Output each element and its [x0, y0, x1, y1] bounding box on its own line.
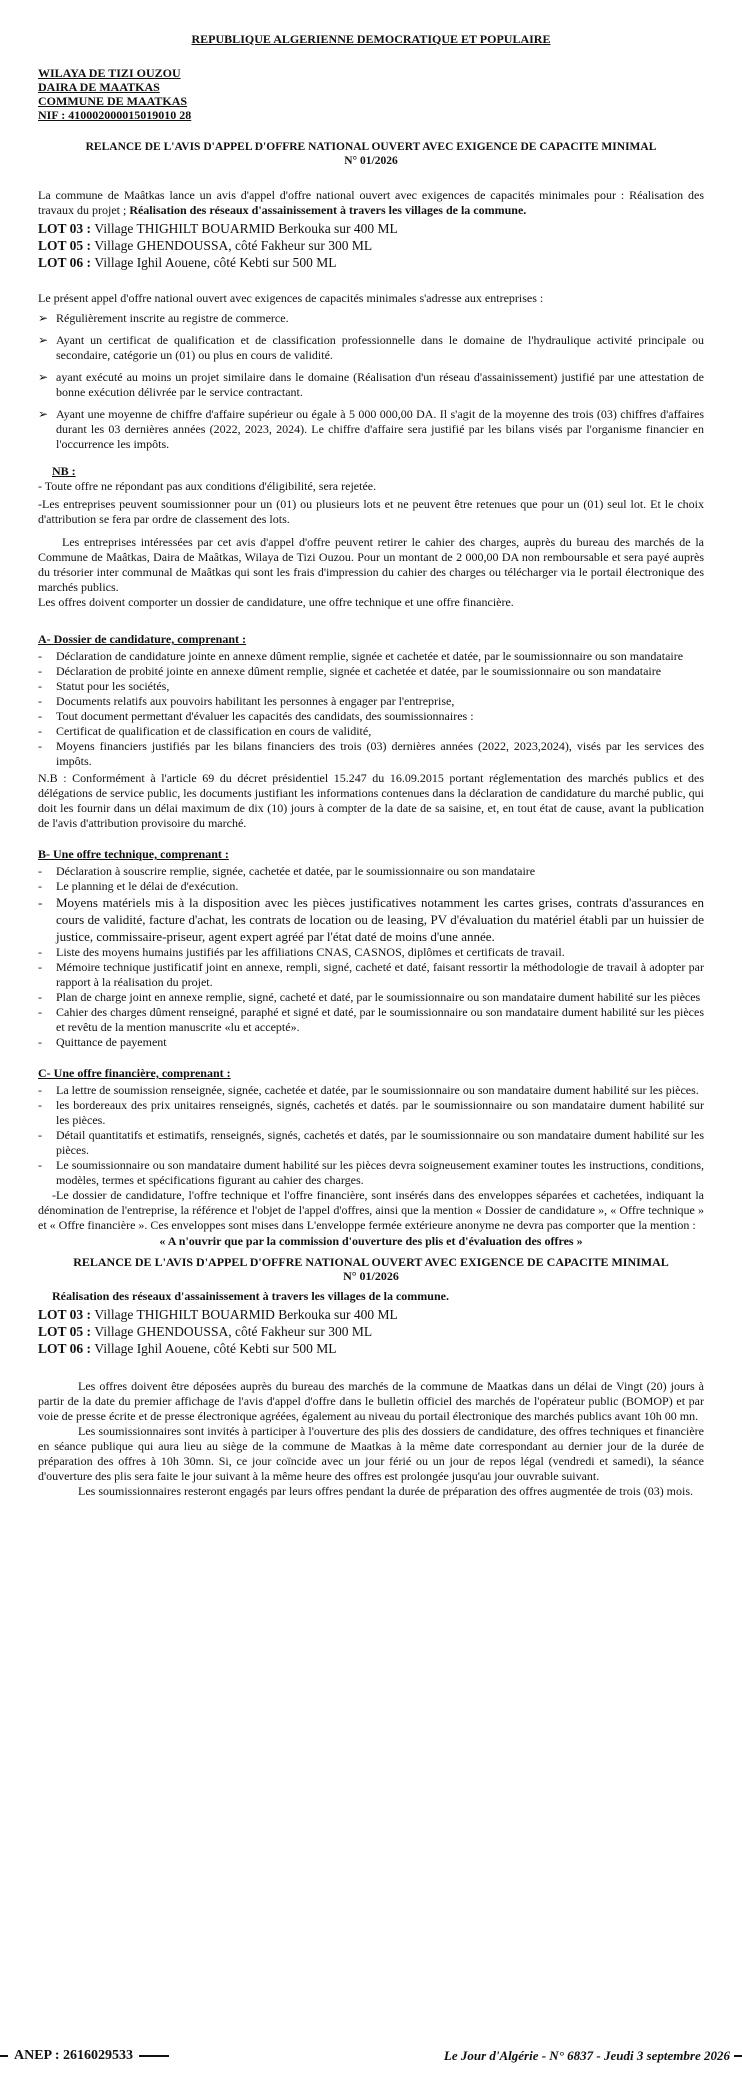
lots-list: [38, 220, 704, 271]
daira-line: DAIRA DE MAATKAS: [38, 80, 160, 94]
nif-line: NIF : 410002000015019010 28: [38, 108, 192, 122]
section-b-title: B- Une offre technique, comprenant :: [38, 847, 229, 861]
notice-title: [38, 140, 704, 168]
republic-heading: REPUBLIQUE ALGERIENNE DEMOCRATIQUE ET POPULAIRE: [191, 32, 551, 46]
composition-line: Les offres doivent comporter un dossier de candidature, une offre technique et une offre financière.: [38, 595, 514, 609]
lot-item: LOT 03 : Village THIGHILT BOUARMID Berkouka sur 400 ML: [38, 221, 398, 236]
eligibility-item: ➢ ayant exécuté au moins un projet similaire dans le domaine (Réalisation d'un réseau d'assainissement) justifié par une attestation de bonne exécution délivrée par le service contractant.: [38, 370, 704, 399]
eligibility-item: ➢ Ayant une moyenne de chiffre d'affaire supérieur ou égale à 5 000 000,00 DA. Il s'agit de la moyenne des trois (03) chiffres d'affaires durant les 03 dernières années (2022, 2023, 2024). Le chiffre d'affaire sera justifié par les bilans visés par l'organisme financier en l'occurrence les impôts.: [38, 407, 704, 451]
list-item: - Liste des moyens humains justifiés par les affiliations CNAS, CASNOS, diplômes et certificats de travail.: [38, 945, 565, 959]
anep-reference: ANEP : 2616029533: [14, 2048, 133, 2063]
list-item: - Le soumissionnaire ou son mandataire dument habilité sur les pièces devra soigneusement examiner toutes les instructions, conditions, modèles, termes et spécifications figurant au cahier des charges.: [38, 1158, 704, 1187]
arrow-icon: ➢: [38, 370, 49, 384]
list-item: - Certificat de qualification et de classification en cours de validité,: [38, 724, 372, 738]
list-item: - La lettre de soumission renseignée, signée, cachetée et datée, par le soumissionnaire ou son mandataire dument habilité sur les pièces.: [38, 1083, 699, 1097]
retrait-paragraph: Les entreprises intéressées par cet avis d'appel d'offre peuvent retirer le cahier des charges, auprès du bureau des marchés de la Commune de Maâtkas, Daira de Maâtkas, Wilaya de Tizi Ouzou. Pour un montant de 2 000,00 DA non remboursable et sera payé auprès du trésorier inter communal de Maâtkas qui sont les frais d'impression du cahier des charges ou télécharger via le portail électronique des marchés publics.: [38, 535, 704, 594]
relance-lots-list: [38, 1306, 704, 1357]
enveloppe-paragraph: -Le dossier de candidature, l'offre technique et l'offre financière, sont insérés dans des enveloppes séparées et cachetées, indiquant la dénomination de l'entreprise, la référence et l'objet de l'appel d'offres, ainsi que la mention « Dossier de candidature », « Offre technique » et « Offre financière ». Ces enveloppes sont mises dans L'enveloppe fermée extérieure anonyme ne devra pas comporter que la mention :: [38, 1188, 704, 1232]
list-item: - Moyens matériels mis à la disposition avec les pièces justificatives notamment les cartes grises, contrats d'assurances en cours de validité, facture d'achat, les contrats de location ou de leasing, PV d'évaluation du matériel établi par un huissier de justice, commissaire-priseur, agent expert agréé par l'état daté de moins d'une année.: [38, 895, 704, 944]
relance-project: Réalisation des réseaux d'assainissement à travers les villages de la commune.: [52, 1289, 449, 1303]
section-a-nb: N.B : Conformément à l'article 69 du décret présidentiel 15.247 du 16.09.2015 portant réglementation des marchés publics et des délégations de service public, les documents justifiant les informations contenues dans la déclaration de candidature du marché public, qui doit les fournir dans un délai maximum de dix (10) jours à compter de la date de sa saisine, et, en tout état de cause, avant la publication de l'avis d'attribution provisoire du marché.: [38, 771, 704, 830]
intro-project: Réalisation des réseaux d'assainissement à travers les villages de la commune.: [129, 203, 527, 217]
section-a-list: [38, 649, 704, 769]
lot-item: LOT 05 : Village GHENDOUSSA, côté Fakheur sur 300 ML: [38, 1324, 373, 1339]
enveloppe-mention: « A n'ouvrir que par la commission d'ouverture des plis et d'évaluation des offres »: [159, 1234, 583, 1248]
list-item: - Statut pour les sociétés,: [38, 679, 170, 693]
lot-item: LOT 05 : Village GHENDOUSSA, côté Fakheur sur 300 ML: [38, 238, 373, 253]
arrow-icon: ➢: [38, 311, 49, 325]
engagement-paragraph: Les soumissionnaires resteront engagés par leurs offres pendant la durée de préparation des offres augmentée de trois (03) mois.: [78, 1484, 694, 1498]
list-item: - Plan de charge joint en annexe remplie, signé, cacheté et daté, par le soumissionnaire ou son mandataire dument habilité sur les pièces: [38, 990, 701, 1004]
lot-item: LOT 03 : Village THIGHILT BOUARMID Berkouka sur 400 ML: [38, 1307, 398, 1322]
eligibility-intro: Le présent appel d'offre national ouvert avec exigences de capacités minimales s'adresse aux entreprises :: [38, 291, 544, 305]
list-item: - Quittance de payement: [38, 1035, 167, 1049]
list-item: - Déclaration à souscrire remplie, signée, cachetée et datée, par le soumissionnaire ou son mandataire: [38, 864, 536, 878]
section-c-list: [38, 1083, 704, 1188]
arrow-icon: ➢: [38, 333, 49, 347]
commune-line: COMMUNE DE MAATKAS: [38, 94, 188, 108]
section-c-title: C- Une offre financière, comprenant :: [38, 1066, 231, 1080]
title-line1: RELANCE DE L'AVIS D'APPEL D'OFFRE NATIONAL OUVERT AVEC EXIGENCE DE CAPACITE MINIMAL: [85, 141, 657, 153]
list-item: - Déclaration de probité jointe en annexe dûment remplie, signée et cachetée et datée, par le soumissionnaire ou son mandataire: [38, 664, 662, 678]
nb-label: NB :: [52, 464, 76, 478]
list-item: - Détail quantitatifs et estimatifs, renseignés, signés, cachetés et datés, par le soumissionnaire ou son mandataire dument habilité sur les pièces.: [38, 1128, 704, 1157]
intro-paragraph: [38, 188, 704, 218]
list-item: - Déclaration de candidature jointe en annexe dûment remplie, signée et cachetée et datée, par le soumissionnaire ou son mandataire: [38, 649, 684, 663]
title-line2: N° 01/2026: [344, 155, 398, 167]
eligibility-item: ➢ Régulièrement inscrite au registre de commerce.: [38, 311, 289, 325]
list-item: - Documents relatifs aux pouvoirs habilitant les personnes à engager par l'entreprise,: [38, 694, 455, 708]
wilaya-line: WILAYA DE TIZI OUZOU: [38, 66, 181, 80]
publication-footer: [0, 2043, 742, 2069]
relance-title: [38, 1255, 704, 1283]
journal-reference: Le Jour d'Algérie - N° 6837 - Jeudi 3 septembre 2026: [443, 2048, 730, 2063]
list-item: - Mémoire technique justificatif joint en annexe, rempli, signé, cacheté et daté, faisant ressortir la méthodologie de travail à adopter par rapport à la réalisation du projet.: [38, 960, 704, 989]
list-item: - Le planning et le délai de d'exécution.: [38, 879, 239, 893]
section-a-title: A- Dossier de candidature, comprenant :: [38, 632, 246, 646]
arrow-icon: ➢: [38, 407, 49, 421]
eligibility-item: ➢ Ayant un certificat de qualification et de classification professionnelle dans le domaine de l'hydraulique activité principale ou secondaire, catégorie un (01) ou plus en cours de validité.: [38, 333, 704, 362]
intro-text: La commune de Maâtkas lance un avis d'appel d'offre national ouvert avec exigences de capacités minimales pour : Réalisation des travaux du projet ;: [38, 188, 704, 217]
list-item: - les bordereaux des prix unitaires renseignés, signés, cachetés et datés. par le soumissionnaire ou son mandataire dument habilité sur les pièces.: [38, 1098, 704, 1127]
list-item: - Moyens financiers justifiés par les bilans financiers des trois (03) dernières années (2022, 2023,2024), visés par les services des impôts.: [38, 739, 704, 768]
ouverture-paragraph: Les soumissionnaires sont invités à participer à l'ouverture des plis des dossiers de candidature, des offres techniques et financière en séance publique qui aura lieu au siège de la commune de Maatkas à la même date correspondant au dernier jour de la durée de préparation des offres à 10h 30mn. Si, ce jour coïncide avec un jour férié ou un jour de repos légal (vendredi et samedi), la séance d'ouverture des plis sera faite le jour suivant à la même heure des offres est prolongée jusqu'au jour ouvrable suivant.: [38, 1424, 704, 1483]
nb-item: - Toute offre ne répondant pas aux conditions d'éligibilité, sera rejetée.: [38, 479, 377, 493]
lot-item: LOT 06 : Village Ighil Aouene, côté Kebti sur 500 ML: [38, 255, 337, 270]
list-item: - Tout document permettant d'évaluer les capacités des candidats, des soumissionnaires :: [38, 709, 474, 723]
nb-item: -Les entreprises peuvent soumissionner pour un (01) ou plusieurs lots et ne peuvent être retenues que pour un (01) seul lot. Et le choix d'attribution se fera par ordre de classement des lots.: [38, 497, 704, 526]
list-item: - Cahier des charges dûment renseigné, paraphé et signé et daté, par le soumissionnaire ou son mandataire dument habilité sur les pièces et revêtu de la mention manuscrite «lu et accepté».: [38, 1005, 704, 1034]
depot-paragraph: Les offres doivent être déposées auprès du bureau des marchés de la commune de Maatkas dans un délai de Vingt (20) jours à partir de la date du premier affichage de l'avis d'appel d'offre dans le bulletin officiel des marchés de l'opérateur public (BOMOP) et par voie de presse écrite et de presse électronique agréées, également au niveau du portail électronique des marchés publics avant 10h 00 mn.: [38, 1379, 704, 1423]
issuer-block: [38, 66, 704, 122]
relance-line1: RELANCE DE L'AVIS D'APPEL D'OFFRE NATIONAL OUVERT AVEC EXIGENCE DE CAPACITE MINIMAL: [73, 1255, 669, 1269]
relance-line2: N° 01/2026: [343, 1269, 399, 1283]
section-b-list: [38, 864, 704, 1050]
lot-item: LOT 06 : Village Ighil Aouene, côté Kebti sur 500 ML: [38, 1341, 337, 1356]
eligibility-list: [38, 311, 704, 452]
